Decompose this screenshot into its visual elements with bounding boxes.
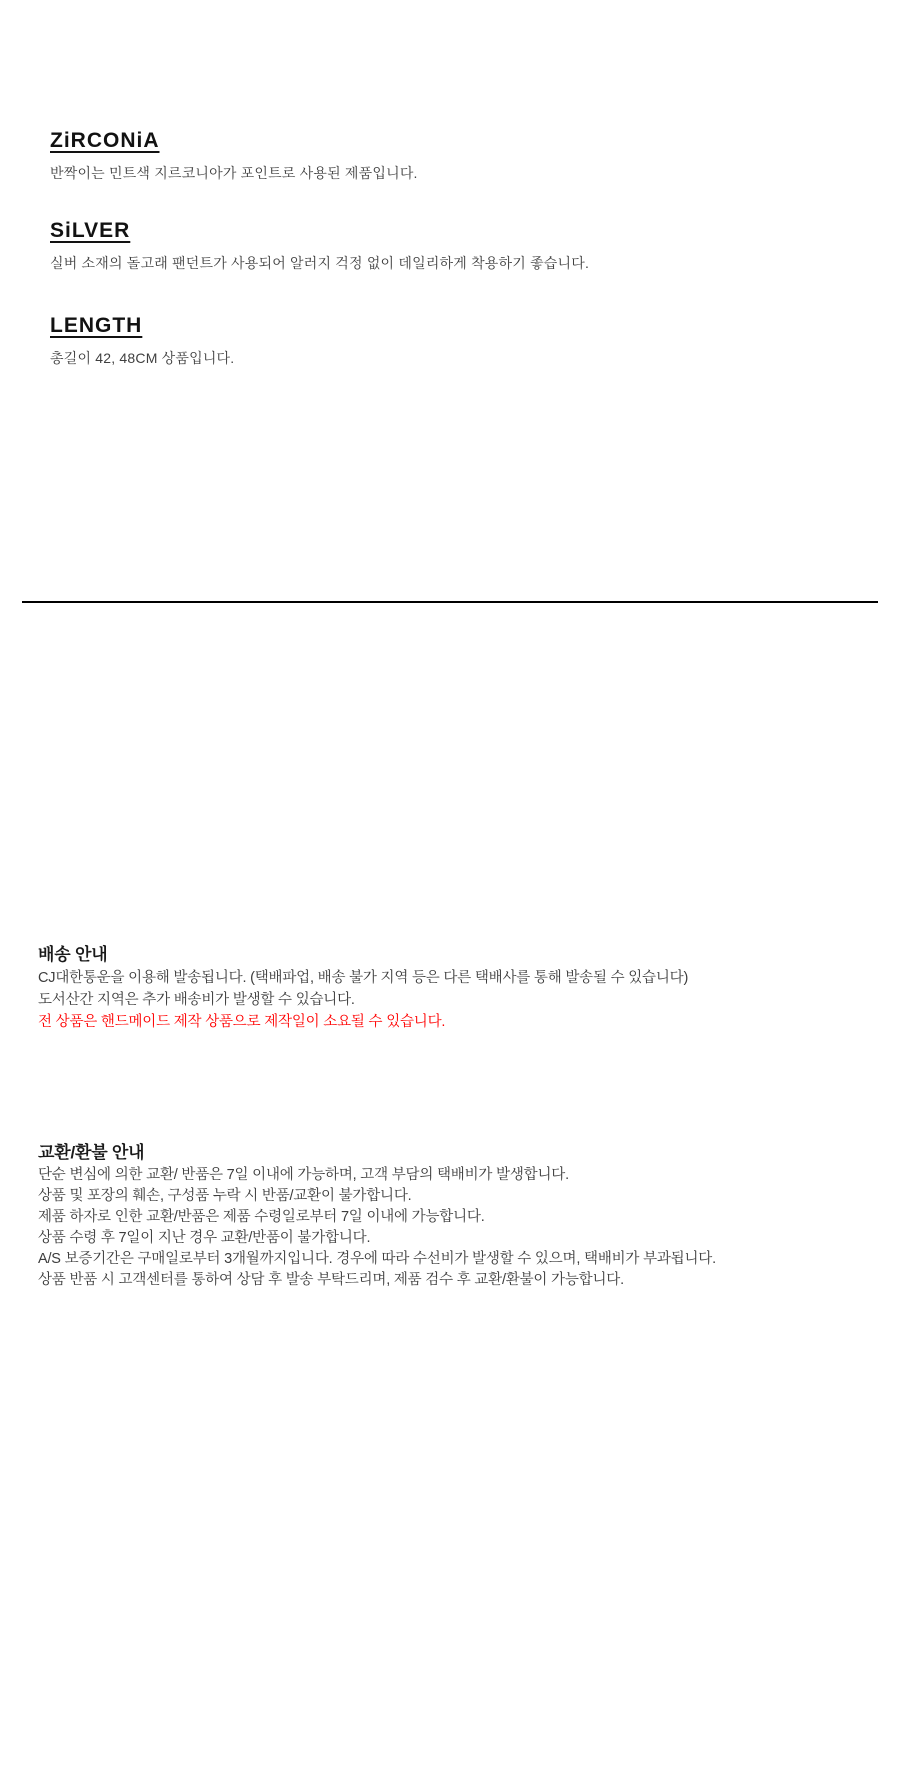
section-heading-silver: SiLVER [50, 219, 131, 242]
shipping-line: 도서산간 지역은 추가 배송비가 발생할 수 있습니다. [38, 992, 355, 1008]
exchange-refund-line: 상품 및 포장의 훼손, 구성품 누락 시 반품/교환이 불가합니다. [38, 1188, 412, 1204]
shipping-notice-title: 배송 안내 [38, 945, 108, 964]
exchange-refund-line: 상품 수령 후 7일이 지난 경우 교환/반품이 불가합니다. [38, 1230, 371, 1246]
section-body-silver: 실버 소재의 돌고래 팬던트가 사용되어 알러지 걱정 없이 데일리하게 착용하기 좋습니다. [50, 255, 590, 271]
section-body-length: 총길이 42, 48CM 상품입니다. [50, 350, 235, 366]
exchange-refund-line: 상품 반품 시 고객센터를 통하여 상담 후 발송 부탁드리며, 제품 검수 후 교환/환불이 가능합니다. [38, 1272, 624, 1288]
exchange-refund-line: 단순 변심에 의한 교환/ 반품은 7일 이내에 가능하며, 고객 부담의 택배비가 발생합니다. [38, 1167, 569, 1183]
section-body-zirconia: 반짝이는 민트색 지르코니아가 포인트로 사용된 제품입니다. [50, 165, 418, 181]
exchange-refund-notice-title: 교환/환불 안내 [38, 1143, 145, 1162]
shipping-line-handmade-warning: 전 상품은 핸드메이드 제작 상품으로 제작일이 소요될 수 있습니다. [38, 1014, 446, 1030]
section-heading-zirconia: ZiRCONiA [50, 129, 160, 152]
exchange-refund-line: A/S 보증기간은 구매일로부터 3개월까지입니다. 경우에 따라 수선비가 발생할 수 있으며, 택배비가 부과됩니다. [38, 1251, 716, 1267]
exchange-refund-notice-lines [38, 1165, 878, 1291]
exchange-refund-line: 제품 하자로 인한 교환/반품은 제품 수령일로부터 7일 이내에 가능합니다. [38, 1209, 485, 1225]
horizontal-divider [22, 601, 878, 603]
shipping-notice-lines [38, 967, 688, 1033]
shipping-line: CJ대한통운을 이용해 발송됩니다. (택배파업, 배송 불가 지역 등은 다른 택배사를 통해 발송될 수 있습니다) [38, 970, 689, 986]
section-heading-length: LENGTH [50, 314, 143, 337]
